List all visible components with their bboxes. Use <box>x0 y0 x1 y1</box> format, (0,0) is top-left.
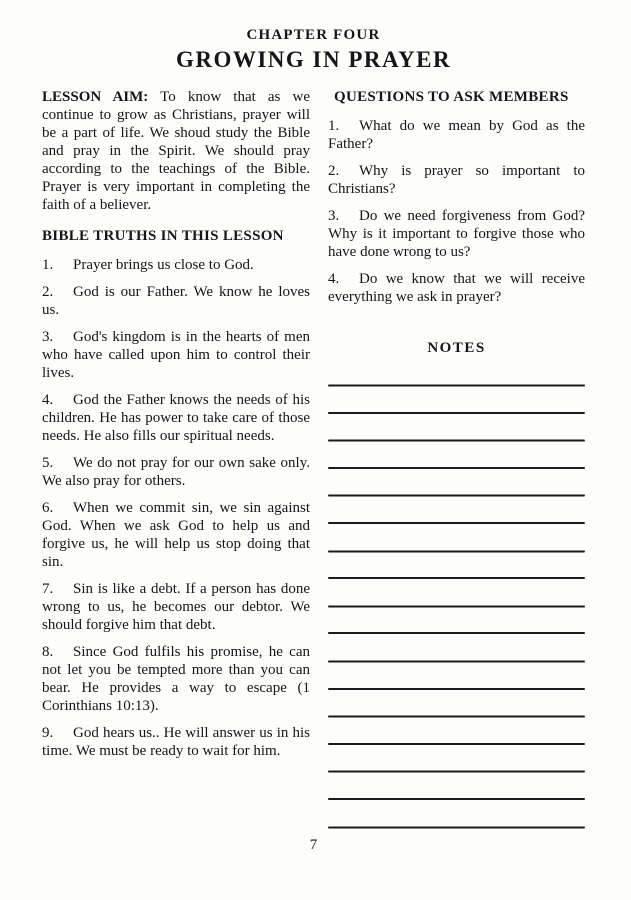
question-item-number: 2. <box>328 163 340 179</box>
note-line <box>328 660 585 662</box>
question-item <box>328 207 585 261</box>
truth-item-number: 2. <box>42 284 54 300</box>
note-line <box>328 798 585 800</box>
question-item-number: 4. <box>328 271 340 287</box>
note-line <box>328 550 585 552</box>
question-item <box>328 117 585 153</box>
truth-item <box>42 580 310 634</box>
truth-item <box>42 724 310 760</box>
page-number: 7 <box>309 837 318 853</box>
truth-item-number: 8. <box>42 644 54 660</box>
truth-item-text: Prayer brings us close to God. <box>73 257 254 273</box>
page-title: GROWING IN PRAYER <box>175 47 452 72</box>
notes-lines <box>328 384 585 828</box>
note-line <box>328 771 585 773</box>
page-header <box>42 26 585 73</box>
notes-heading: NOTES <box>427 340 486 356</box>
truth-item <box>42 283 310 319</box>
right-column <box>328 88 585 853</box>
note-line <box>328 412 585 414</box>
truth-item-text: God hears us.. He will answer us in his time. We must be ready to wait for him. <box>42 725 310 759</box>
truth-item <box>42 454 310 490</box>
two-column-layout <box>42 88 585 853</box>
note-line <box>328 743 585 745</box>
chapter-label: CHAPTER FOUR <box>246 27 381 43</box>
note-line <box>328 385 585 387</box>
truth-item-number: 6. <box>42 500 54 516</box>
truth-item <box>42 499 310 571</box>
lesson-aim-label: LESSON AIM: <box>42 89 149 105</box>
left-column <box>42 88 310 853</box>
note-line <box>328 688 585 690</box>
question-item-number: 3. <box>328 208 340 224</box>
truth-item-number: 3. <box>42 329 54 345</box>
note-line <box>328 632 585 634</box>
question-item <box>328 162 585 198</box>
note-line <box>328 467 585 469</box>
question-item-text: Why is prayer so important to Christians? <box>328 163 585 197</box>
note-line <box>328 440 585 442</box>
truth-item-text: God the Father knows the needs of his children. He has power to take care of those needs. He also fills our spiritual needs. <box>42 392 310 444</box>
truth-item-number: 4. <box>42 392 54 408</box>
truth-item <box>42 643 310 715</box>
questions-heading: QUESTIONS TO ASK MEMBERS <box>334 89 569 105</box>
truth-item-number: 9. <box>42 725 54 741</box>
question-item-number: 1. <box>328 118 340 134</box>
note-line <box>328 522 585 524</box>
lesson-aim-paragraph <box>42 88 310 214</box>
note-line <box>328 495 585 497</box>
truth-item-number: 1. <box>42 257 54 273</box>
question-item-text: Do we need forgiveness from God? Why is it important to forgive those who have done wrong to us? <box>328 208 585 260</box>
truth-item <box>42 256 310 274</box>
question-item-text: Do we know that we will receive everything we ask in prayer? <box>328 271 585 305</box>
note-line <box>328 605 585 607</box>
truth-item-text: When we commit sin, we sin against God. When we ask God to help us and forgive us, he will help us stop doing that sin. <box>42 500 310 570</box>
truth-item <box>42 391 310 445</box>
question-item <box>328 270 585 306</box>
bible-truths-heading: BIBLE TRUTHS IN THIS LESSON <box>42 228 284 244</box>
lesson-aim-text: To know that as we continue to grow as Christians, prayer will be a part of life. We shoud study the Bible and pray in the Spirit. We should pray according to the teachings of the Bible. Prayer is very important in completing the faith of a believer. <box>42 89 310 213</box>
note-line <box>328 577 585 579</box>
truth-item-text: Sin is like a debt. If a person has done wrong to us, he becomes our debtor. We should forgive him that debt. <box>42 581 310 633</box>
truth-item-text: We do not pray for our own sake only. We also pray for others. <box>42 455 310 489</box>
truth-item-text: Since God fulfils his promise, he can not let you be tempted more than you can bear. He provides a way to escape (1 Corinthians 10:13). <box>42 644 310 714</box>
truth-item-number: 5. <box>42 455 54 471</box>
note-line <box>328 716 585 718</box>
truth-item-number: 7. <box>42 581 54 597</box>
truth-item-text: God is our Father. We know he loves us. <box>42 284 310 318</box>
truth-item <box>42 328 310 382</box>
question-item-text: What do we mean by God as the Father? <box>328 118 585 152</box>
truth-item-text: God's kingdom is in the hearts of men who have called upon him to control their lives. <box>42 329 310 381</box>
note-line <box>328 826 585 828</box>
